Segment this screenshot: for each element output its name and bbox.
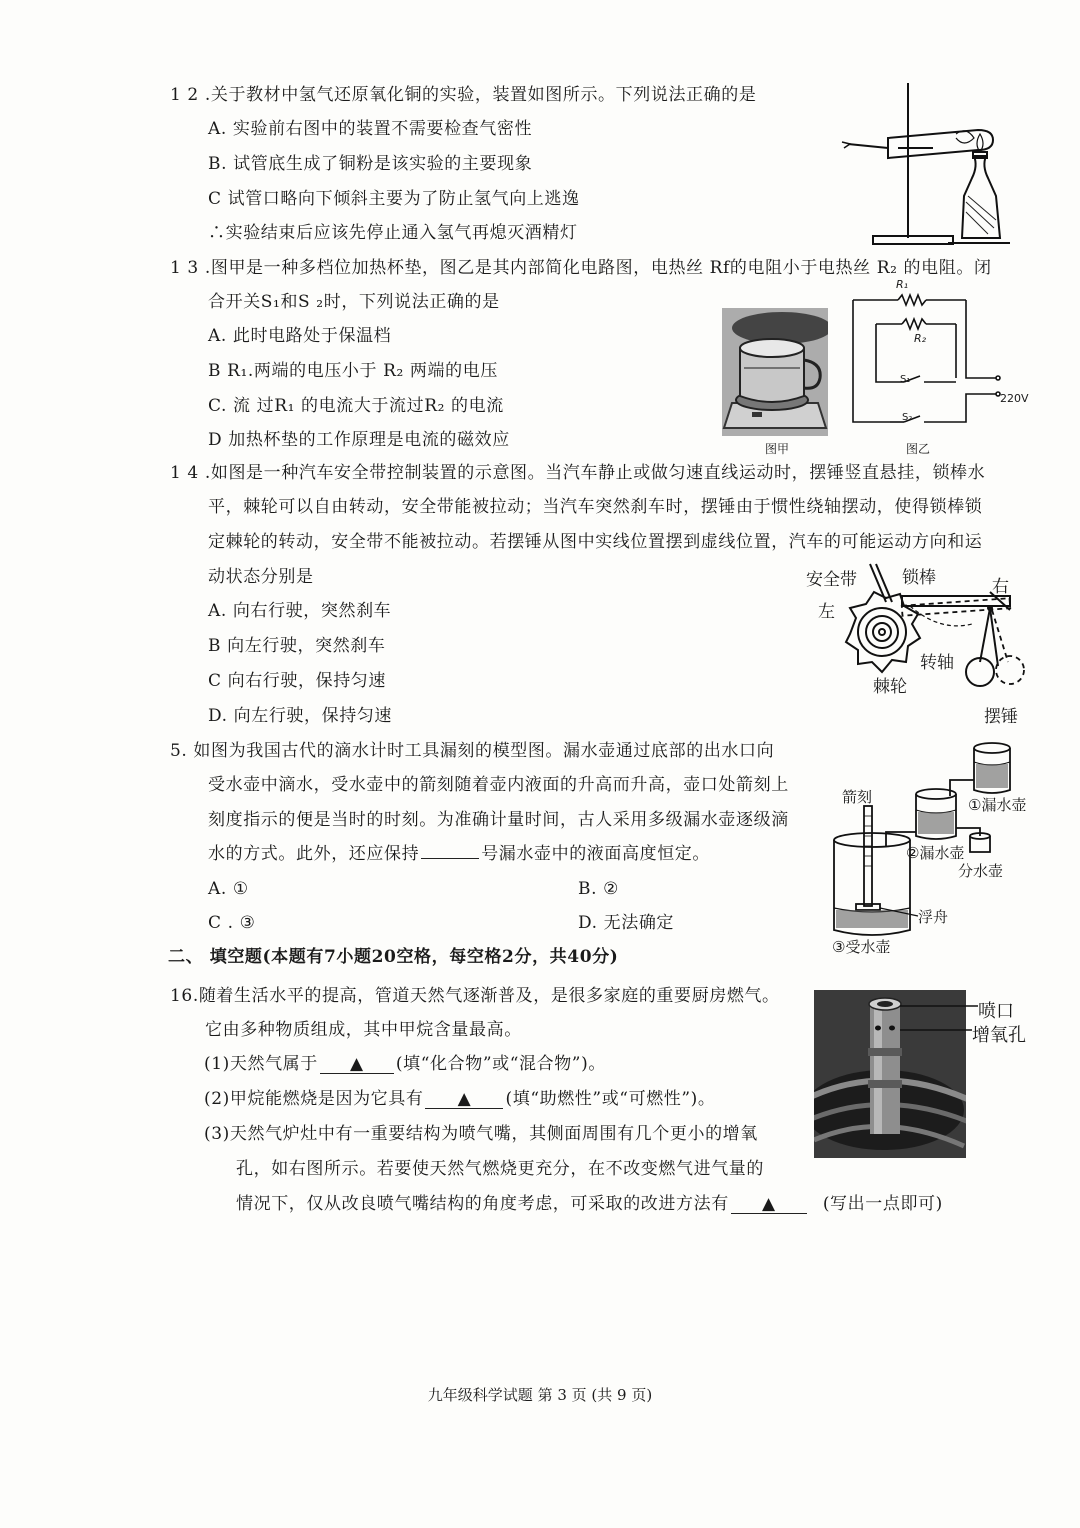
q15-stem-line2: 受水壶中滴水，受水壶中的箭刻随着壶内液面的升高而升高，壶口处箭刻上 <box>208 775 789 795</box>
q16-sub2-blank[interactable]: ▲ <box>425 1090 503 1109</box>
arrow-label: 箭刻 <box>842 788 873 806</box>
q12-option-b: B. 试管底生成了铜粉是该实验的主要现象 <box>208 154 533 174</box>
q13-option-c: C. 流 过R₁ 的电流大于流过R₂ 的电流 <box>208 396 504 416</box>
q14-stem-line1: 1 4 .如图是一种汽车安全带控制装置的示意图。当汽车静止或做匀速直线运动时，摆锤竖直悬挂，锁棒水 <box>170 463 986 483</box>
figure-a-caption: 图甲 <box>765 442 790 456</box>
s2-label: S₂ <box>902 412 913 423</box>
nozzle-pointer-lines <box>900 1000 980 1040</box>
q15-stem-line1: 5. 如图为我国古代的滴水计时工具漏刻的模型图。漏水壶通过底部的出水口向 <box>170 741 775 761</box>
q16-line2: 它由多种物质组成，其中甲烷含量最高。 <box>205 1020 522 1040</box>
belt-label: 安全带 <box>806 570 857 590</box>
q13-option-a: A. 此时电路处于保温档 <box>208 326 392 346</box>
q13-stem-line1: 1 3 .图甲是一种多档位加热杯垫，图乙是其内部简化电路图，电热丝 Rf的电阻小于电热丝 R₂ 的电阻。闭 <box>170 258 992 278</box>
pot1-label: ①漏水壶 <box>968 796 1027 814</box>
q12-stem: 1 2 .关于教材中氢气还原氧化铜的实验，装置如图所示。下列说法正确的是 <box>170 85 757 105</box>
q16-sub3-line3-after: (写出一点即可) <box>822 1194 943 1214</box>
q16-sub3-line1: (3)天然气炉灶中有一重要结构为喷气嘴，其侧面周围有几个更小的增氧 <box>204 1124 758 1144</box>
q14-stem-line4: 动状态分别是 <box>208 567 314 587</box>
q16-sub1-after: (填“化合物”或“混合物”)。 <box>395 1054 606 1074</box>
q16-sub3-blank[interactable]: ▲ <box>731 1195 807 1214</box>
q13-option-d: D 加热杯垫的工作原理是电流的磁效应 <box>208 430 510 450</box>
pot2-label: ②漏水壶 <box>906 844 965 862</box>
r2-label: R₂ <box>914 332 927 345</box>
r1-label: R₁ <box>896 278 909 291</box>
q15-option-c: C . ③ <box>208 913 256 933</box>
q16-sub1-blank[interactable]: ▲ <box>320 1055 394 1074</box>
oxygen-hole-label: 增氧孔 <box>972 1025 1026 1046</box>
q16-sub3-line3 <box>236 1193 943 1215</box>
axis-label: 转轴 <box>920 653 954 673</box>
q15-option-b: B. ② <box>578 879 619 899</box>
nozzle-label: 喷口 <box>978 1001 1014 1022</box>
q13-option-b: B R₁.两端的电压小于 R₂ 两端的电压 <box>208 361 498 381</box>
q16-sub3-line3-before: 情况下，仅从改良喷气嘴结构的角度考虑，可采取的改进方法有 <box>236 1194 729 1214</box>
q15-line4-before: 水的方式。此外，还应保持 <box>208 844 420 864</box>
split-pot-label: 分水壶 <box>958 862 1004 880</box>
q15-option-a: A. ① <box>208 879 249 899</box>
q14-option-c: C 向右行驶，保持匀速 <box>208 671 387 691</box>
q15-stem-line4 <box>208 843 710 865</box>
q16-sub1-before: (1)天然气属于 <box>204 1054 318 1074</box>
ratchet-label: 棘轮 <box>873 677 907 697</box>
hydrogen-reduction-apparatus-figure <box>828 78 1010 250</box>
q14-stem-line2: 平，棘轮可以自由转动，安全带能被拉动；当汽车突然刹车时，摆锤由于惯性绕轴摆动，使得锁棒锁 <box>208 497 983 517</box>
pendulum-label: 摆锤 <box>984 707 1018 727</box>
q16-sub2-before: (2)甲烷能燃烧是因为它具有 <box>204 1089 424 1109</box>
q15-stem-line3: 刻度指示的便是当时的时刻。为准确计量时间，古人采用多级漏水壶逐级滴 <box>208 810 789 830</box>
seatbelt-ratchet-figure <box>840 562 1040 722</box>
left-label: 左 <box>818 602 835 622</box>
q14-option-b: B 向左行驶，突然刹车 <box>208 636 386 656</box>
q16-sub3-line2: 孔，如右图所示。若要使天然气燃烧更充分，在不改变燃气进气量的 <box>236 1159 764 1179</box>
q15-answer-blank[interactable] <box>421 858 479 859</box>
page-footer: 九年级科学试题 第 3 页 (共 9 页) <box>427 1386 653 1404</box>
q12-option-d: ∴实验结束后应该先停止通入氢气再熄灭酒精灯 <box>208 223 578 243</box>
q16-line1: 16.随着生活水平的提高，管道天然气逐渐普及，是很多家庭的重要厨房燃气。 <box>170 986 780 1006</box>
figure-b-caption: 图乙 <box>906 442 931 456</box>
s1-label: S₁ <box>900 374 911 385</box>
q12-option-a: A. 实验前右图中的装置不需要检查气密性 <box>208 119 533 139</box>
q12-option-c: C 试管口略向下倾斜主要为了防止氢气向上逃逸 <box>208 189 580 209</box>
q14-stem-line3: 定棘轮的转动，安全带不能被拉动。若摆锤从图中实线位置摆到虚线位置，汽车的可能运动方向和运 <box>208 532 983 552</box>
circuit-diagram-figure <box>848 282 1036 437</box>
q16-sub2 <box>204 1088 716 1110</box>
q13-stem-line2: 合开关S₁和S ₂时，下列说法正确的是 <box>208 292 500 312</box>
q16-sub1 <box>204 1053 606 1075</box>
right-label: 右 <box>992 577 1009 597</box>
q16-sub2-after: (填“助燃性”或“可燃性”)。 <box>505 1089 716 1109</box>
voltage-label: 220V <box>1000 392 1029 405</box>
pot3-label: ③受水壶 <box>832 938 891 956</box>
q15-option-d: D. 无法确定 <box>578 913 675 933</box>
q15-line4-after: 号漏水壶中的液面高度恒定。 <box>481 844 711 864</box>
lock-bar-label: 锁棒 <box>902 568 936 588</box>
float-boat-label: 浮舟 <box>918 908 949 926</box>
q14-option-a: A. 向右行驶，突然刹车 <box>208 601 392 621</box>
section2-heading: 二、 填空题(本题有7小题20空格，每空格2分，共40分) <box>168 947 619 967</box>
heating-coaster-photo <box>722 308 828 436</box>
q14-option-d: D. 向左行驶，保持匀速 <box>208 706 393 726</box>
